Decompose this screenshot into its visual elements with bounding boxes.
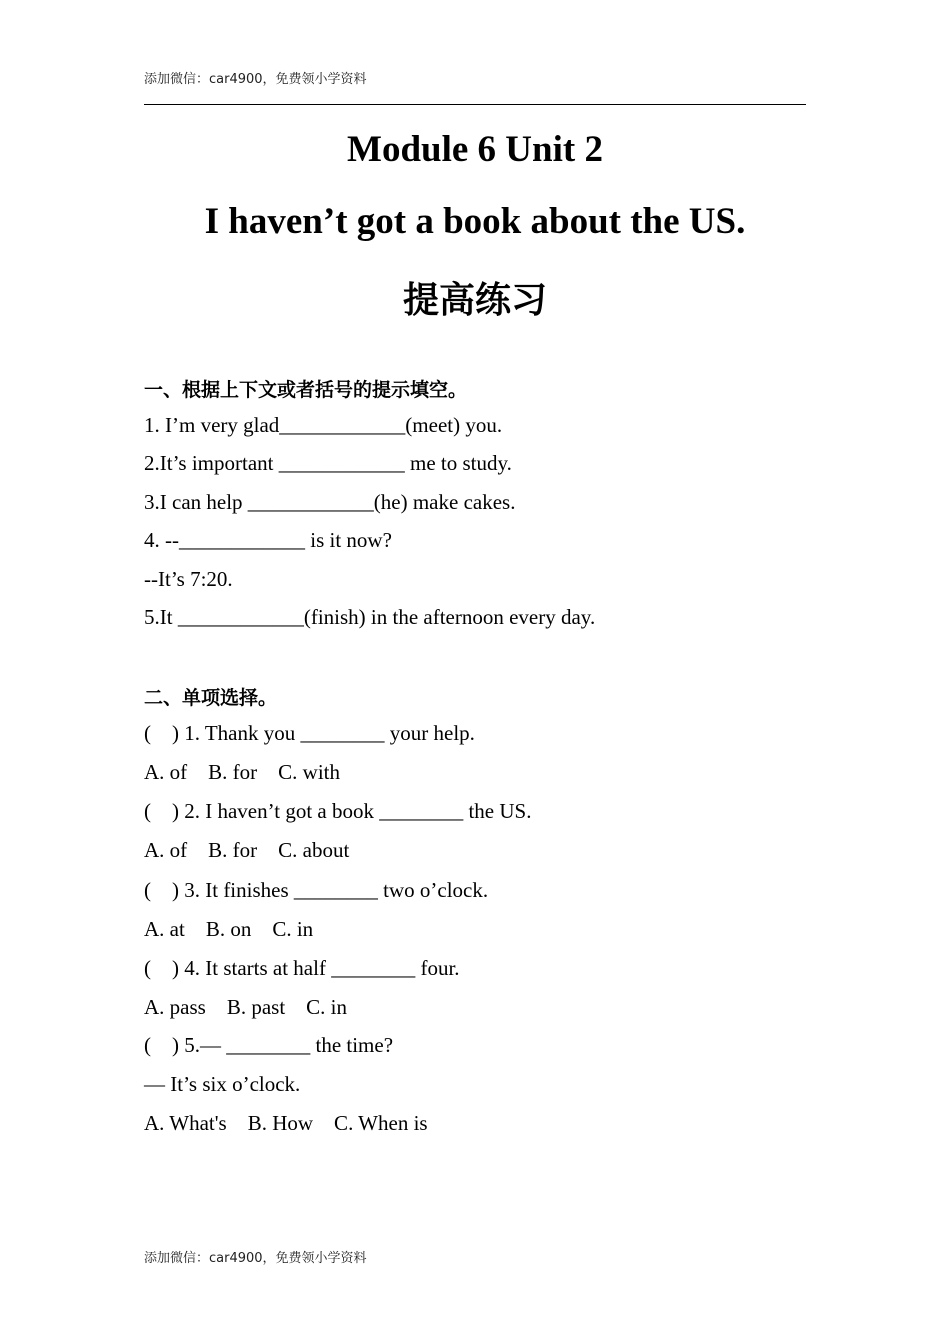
header-rule <box>144 104 806 105</box>
title-unit: I haven’t got a book about the US. <box>204 201 746 242</box>
header-note: 添加微信：car4900，免费领小学资料 <box>144 72 367 87</box>
choice-question-2: ( ) 2. I haven’t got a book ________ the US. <box>144 799 532 823</box>
fill-blank-question-2: 2.It’s important ____________ me to study. <box>144 451 512 475</box>
choice-question-4: ( ) 4. It starts at half ________ four. <box>144 956 460 980</box>
choice-options-3: A. at B. on C. in <box>144 917 314 941</box>
fill-blank-question-5: 5.It ____________(finish) in the afternoon every day. <box>144 605 596 629</box>
fill-blank-question-1: 1. I’m very glad____________(meet) you. <box>144 413 503 437</box>
choice-question-1: ( ) 1. Thank you ________ your help. <box>144 721 475 745</box>
choice-question-5: ( ) 5.— ________ the time? <box>144 1033 394 1057</box>
fill-blank-question-4: 4. --____________ is it now? <box>144 528 392 552</box>
fill-blank-question-3: 3.I can help ____________(he) make cakes. <box>144 490 516 514</box>
section1-heading: 一、根据上下文或者括号的提示填空。 <box>144 379 468 401</box>
choice-options-2: A. of B. for C. about <box>144 838 350 862</box>
choice-options-1: A. of B. for C. with <box>144 760 340 784</box>
section2-heading: 二、单项选择。 <box>144 687 278 709</box>
footer-note: 添加微信：car4900，免费领小学资料 <box>144 1251 367 1266</box>
choice-options-5: A. What's B. How C. When is <box>144 1111 428 1135</box>
fill-blank-answer-4: --It’s 7:20. <box>144 567 233 591</box>
choice-question-3: ( ) 3. It finishes ________ two o’clock. <box>144 878 489 902</box>
choice-options-4: A. pass B. past C. in <box>144 995 348 1019</box>
title-module: Module 6 Unit 2 <box>347 129 603 170</box>
title-practice: 提高练习 <box>402 280 547 321</box>
choice-answer-5: — It’s six o’clock. <box>144 1072 301 1096</box>
